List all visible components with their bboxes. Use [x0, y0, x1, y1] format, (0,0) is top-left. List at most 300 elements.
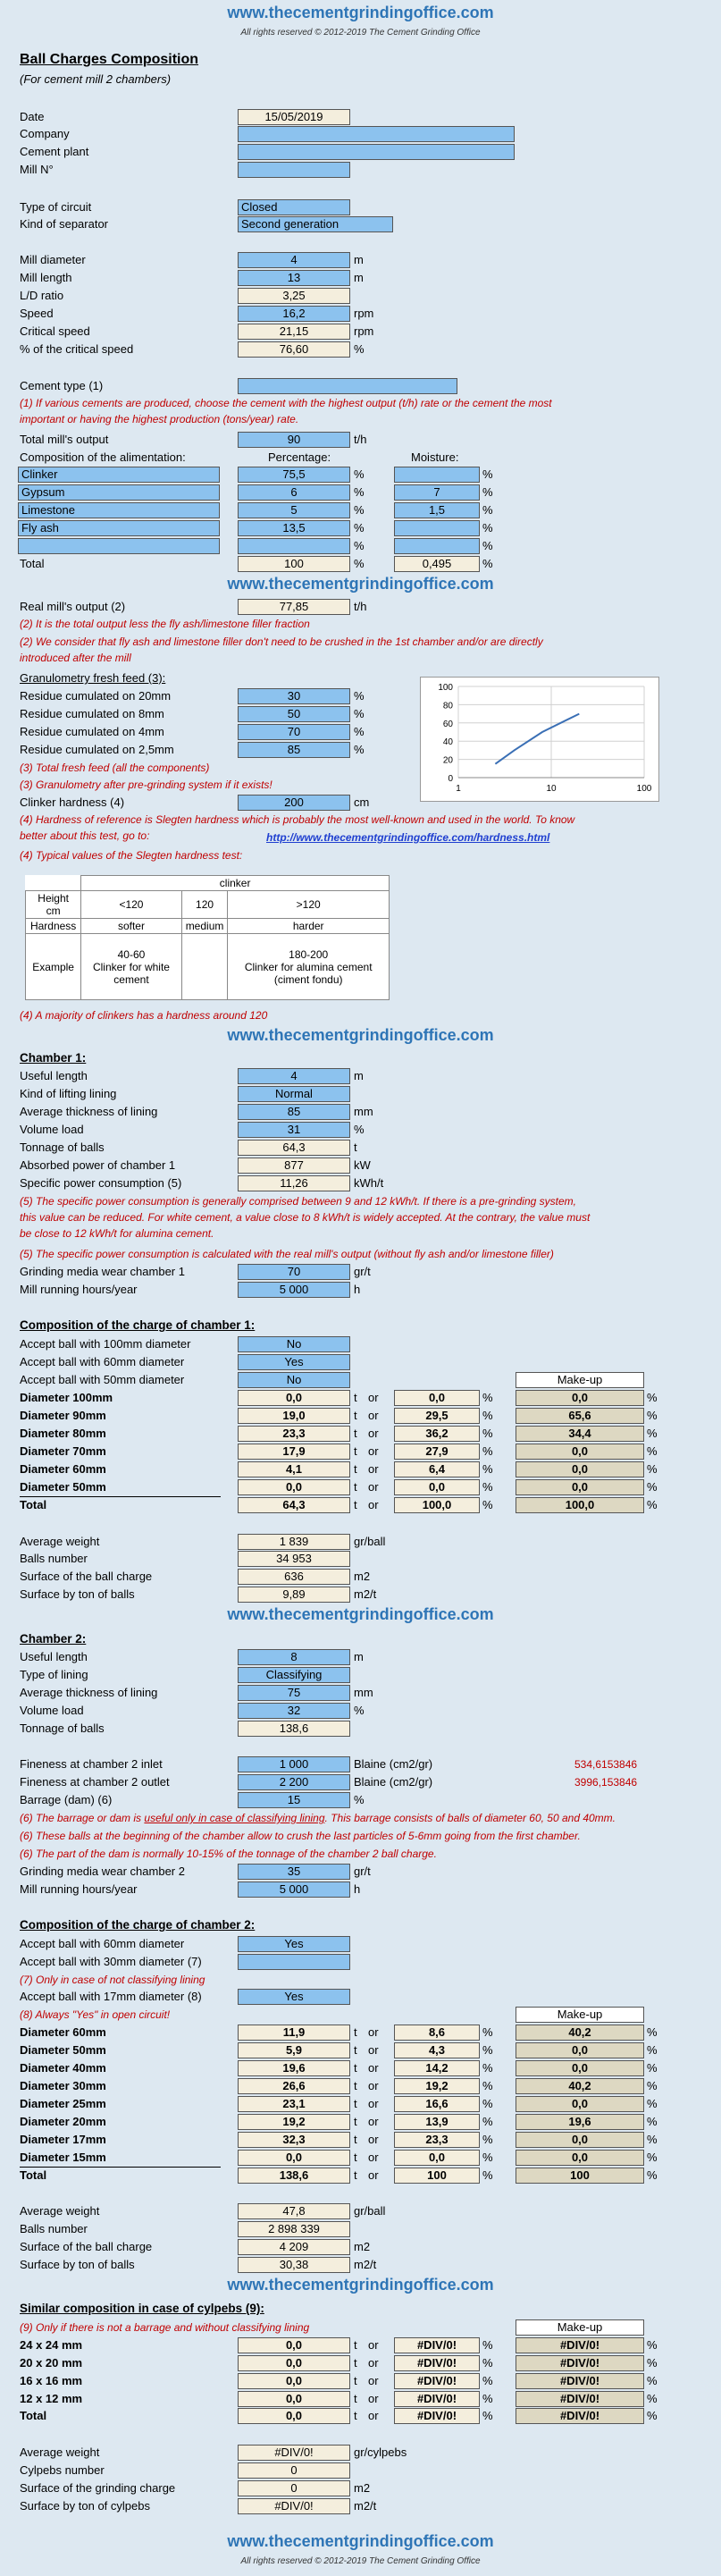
unit: %: [482, 1498, 493, 1511]
ch2-hours-label: Mill running hours/year: [20, 1882, 138, 1896]
note-2b: (2) We consider that fly ash and limestone filler don't need to be crushed in the 1st chamber and/or are directly introduced after the mill: [20, 636, 543, 664]
c2-balls-label: Balls number: [20, 2222, 88, 2235]
component-percentage[interactable]: 5: [238, 502, 350, 518]
unit: %: [482, 2356, 493, 2370]
unit: %: [647, 1480, 658, 1494]
critical-pct-label: % of the critical speed: [20, 342, 134, 356]
cyl-percent: #DIV/0!: [394, 2355, 480, 2371]
unit: %: [354, 557, 365, 570]
note-3: (3) Total fresh feed (all the components): [20, 762, 210, 774]
hardness-cell: 40-60: [117, 947, 146, 961]
unit: %: [482, 2338, 493, 2352]
unit: t: [354, 2374, 357, 2387]
c1-diameter-label: Diameter 90mm: [20, 1409, 106, 1422]
cyl-makeup-header: Make-up: [516, 2319, 644, 2336]
unit: %: [647, 2151, 658, 2164]
unit: t: [354, 1462, 357, 1476]
component-percentage[interactable]: 13,5: [238, 520, 350, 536]
c2comp-title: Composition of the charge of chamber 2:: [20, 1918, 256, 1932]
c2-tons: 11,9: [238, 2025, 350, 2041]
company-field[interactable]: [238, 126, 515, 142]
total-label: Total: [20, 557, 45, 570]
c1-accept100-field[interactable]: No: [238, 1336, 350, 1352]
hardness-cell: <120: [81, 891, 181, 919]
circuit-label: Type of circuit: [20, 200, 92, 214]
c1-total-tons: 64,3: [238, 1497, 350, 1513]
c2-makeup: 0,0: [516, 2132, 644, 2148]
ch1-volume-label: Volume load: [20, 1123, 84, 1136]
unit: t: [354, 1141, 357, 1154]
note-6d: (6) The part of the dam is normally 10-15% of the tonnage of the chamber 2 ball charge.: [20, 1848, 437, 1860]
unit: m: [354, 1069, 364, 1082]
cyl-number-label: Cylpebs number: [20, 2463, 105, 2477]
ch1-tonnage-value: 64,3: [238, 1140, 350, 1156]
component-percentage[interactable]: [238, 538, 350, 554]
c2-diameter-label: Diameter 20mm: [20, 2115, 106, 2128]
or-label: or: [368, 1444, 379, 1458]
unit: rpm: [354, 307, 374, 320]
unit: %: [482, 557, 493, 570]
c2-makeup: 0,0: [516, 2096, 644, 2112]
output-field[interactable]: 90: [238, 432, 350, 448]
date-label: Date: [20, 110, 45, 123]
copyright: All rights reserved © 2012-2019 The Cement Grinding Office: [240, 28, 481, 38]
chamber2-title: Chamber 2:: [20, 1632, 87, 1646]
component-percentage[interactable]: 75,5: [238, 467, 350, 483]
chart-y-tick-label: 40: [442, 737, 453, 748]
c2-percent: 0,0: [394, 2150, 480, 2166]
c1-tons: 23,3: [238, 1426, 350, 1442]
c2-makeup: 19,6: [516, 2114, 644, 2130]
c2-makeup: 0,0: [516, 2042, 644, 2058]
ch2-fineness-out-label: Fineness at chamber 2 outlet: [20, 1775, 170, 1789]
ch2-lining-label: Type of lining: [20, 1668, 88, 1681]
cyl-makeup: #DIV/0!: [516, 2391, 644, 2407]
component-name[interactable]: Fly ash: [18, 520, 220, 536]
unit: m: [354, 1650, 364, 1663]
unit: %: [647, 1444, 658, 1458]
c1-balls: 34 953: [238, 1551, 350, 1567]
c1-tons: 0,0: [238, 1390, 350, 1406]
unit: t: [354, 1427, 357, 1440]
site-banner[interactable]: www.thecementgrindingoffice.com: [227, 2276, 494, 2294]
mill-label: Mill N°: [20, 163, 54, 176]
unit: %: [482, 2025, 493, 2039]
cyl-surface-label: Surface of the grinding charge: [20, 2481, 176, 2495]
ch2-length-label: Useful length: [20, 1650, 88, 1663]
ch1-volume-field[interactable]: 31: [238, 1122, 350, 1138]
c1-surface: 636: [238, 1569, 350, 1585]
c2-percent: 14,2: [394, 2060, 480, 2076]
c1-accept100-label: Accept ball with 100mm diameter: [20, 1337, 191, 1351]
component-name[interactable]: [18, 538, 220, 554]
unit: %: [354, 1704, 365, 1717]
hardness-cell: softer: [81, 919, 181, 934]
or-label: or: [368, 1462, 379, 1476]
residue-4-label: Residue cumulated on 4mm: [20, 725, 164, 738]
c2-surface-ton-label: Surface by ton of balls: [20, 2258, 135, 2271]
or-label: or: [368, 2043, 379, 2057]
ch2-volume-field[interactable]: 32: [238, 1703, 350, 1719]
unit: %: [647, 2025, 658, 2039]
unit: %: [647, 1462, 658, 1476]
unit: t/h: [354, 600, 367, 613]
or-label: or: [368, 1427, 379, 1440]
c1-accept50-field[interactable]: No: [238, 1372, 350, 1388]
separator-field[interactable]: Second generation: [238, 216, 393, 232]
output-label: Total mill's output: [20, 433, 109, 446]
or-label: or: [368, 1480, 379, 1494]
hardness-cell: Height cm: [26, 891, 81, 919]
real-output-value: 77,85: [238, 599, 350, 615]
c2-diameter-label: Diameter 60mm: [20, 2025, 106, 2039]
ch2-tonnage-label: Tonnage of balls: [20, 1722, 105, 1735]
cyl-total-tons: 0,0: [238, 2408, 350, 2424]
site-banner[interactable]: www.thecementgrindingoffice.com: [227, 2532, 494, 2550]
or-label: or: [368, 1409, 379, 1422]
unit: m2/t: [354, 1587, 377, 1601]
unit: gr/ball: [354, 1535, 386, 1548]
c1-diameter-label: Diameter 100mm: [20, 1391, 113, 1404]
c2-accept60-field[interactable]: Yes: [238, 1936, 350, 1952]
page-subtitle: (For cement mill 2 chambers): [20, 72, 172, 86]
or-label: or: [368, 1391, 379, 1404]
clinker-hardness-field[interactable]: 200: [238, 795, 350, 811]
component-moisture[interactable]: 7: [394, 484, 480, 501]
unit: %: [482, 2115, 493, 2128]
unit: t: [354, 1498, 357, 1511]
c1-surface-ton-label: Surface by ton of balls: [20, 1587, 135, 1601]
moisture-header: Moisture:: [411, 450, 459, 464]
or-label: or: [368, 2392, 379, 2405]
c1-tons: 17,9: [238, 1444, 350, 1460]
or-label: or: [368, 2409, 379, 2422]
unit: %: [482, 1462, 493, 1476]
c1-total-label: Total: [20, 1498, 47, 1511]
unit: gr/cylpebs: [354, 2446, 407, 2459]
hardness-cell: harder: [228, 919, 390, 934]
unit: t: [354, 2097, 357, 2110]
cyl-number: 0: [238, 2462, 350, 2479]
residue-20-field[interactable]: 30: [238, 688, 350, 704]
c1-total-divider: [20, 1496, 221, 1497]
unit: %: [482, 2061, 493, 2075]
unit: h: [354, 1283, 361, 1296]
chart-y-tick-label: 60: [442, 719, 453, 729]
ch2-thickness-label: Average thickness of lining: [20, 1686, 158, 1699]
c1-diameter-label: Diameter 50mm: [20, 1480, 106, 1494]
ch2-fineness-in-label: Fineness at chamber 2 inlet: [20, 1757, 163, 1771]
c1-percent: 27,9: [394, 1444, 480, 1460]
critical-speed-label: Critical speed: [20, 324, 90, 338]
component-name[interactable]: Clinker: [18, 467, 220, 483]
plant-label: Cement plant: [20, 145, 89, 158]
c1-diameter-label: Diameter 60mm: [20, 1462, 106, 1476]
granulometry-title: Granulometry fresh feed (3):: [20, 671, 166, 685]
c1-total-makeup: 100,0: [516, 1497, 644, 1513]
company-label: Company: [20, 127, 70, 140]
unit: t: [354, 2133, 357, 2146]
unit: %: [482, 503, 493, 517]
critical-speed-value: 21,15: [238, 324, 350, 340]
or-label: or: [368, 2151, 379, 2164]
unit: t/h: [354, 433, 367, 446]
c1-avg-weight: 1 839: [238, 1534, 350, 1550]
component-percentage[interactable]: 6: [238, 484, 350, 501]
ld-label: L/D ratio: [20, 289, 64, 302]
granulometry-chart: [420, 677, 659, 802]
note-5: (5) The specific power consumption is generally comprised between 9 and 12 kWh/t. If there is a pre-grinding system, this value can be reduced. For white cement, a value close to 8 kWh/t is widely accepted. At the contrary, the value must be close to 12 kWh/t for alumina cement.: [20, 1195, 591, 1240]
unit: m: [354, 253, 364, 266]
c2-surface-label: Surface of the ball charge: [20, 2240, 153, 2253]
unit: t: [354, 2392, 357, 2405]
unit: %: [647, 1427, 658, 1440]
unit: %: [647, 2133, 658, 2146]
or-label: or: [368, 1498, 379, 1511]
unit: t: [354, 1444, 357, 1458]
unit: %: [647, 2356, 658, 2370]
unit: %: [354, 743, 365, 756]
hardness-cell: medium: [181, 919, 228, 934]
c2-surface: 4 209: [238, 2239, 350, 2255]
unit: m2: [354, 2240, 371, 2253]
ch1-wear-label: Grinding media wear chamber 1: [20, 1265, 185, 1278]
length-field[interactable]: 13: [238, 270, 350, 286]
hardness-cell: Hardness: [26, 919, 81, 934]
unit: %: [647, 2097, 658, 2110]
ch2-hours-field[interactable]: 5 000: [238, 1881, 350, 1898]
note-6: [20, 1810, 645, 1826]
c2-accept30-field[interactable]: [238, 1954, 350, 1970]
ch2-fineness-out-calc: 3996,153846: [574, 1776, 638, 1789]
unit: %: [354, 485, 365, 499]
note-6-part: . This barrage consists of balls of diameter 60, 50 and 40mm.: [324, 1812, 616, 1824]
site-banner[interactable]: www.thecementgrindingoffice.com: [227, 1605, 494, 1623]
ch1-length-field[interactable]: 4: [238, 1068, 350, 1084]
copyright: All rights reserved © 2012-2019 The Cement Grinding Office: [240, 2556, 481, 2566]
unit: %: [647, 1391, 658, 1404]
ch1-power-value: 877: [238, 1158, 350, 1174]
cyl-surface-ton: #DIV/0!: [238, 2498, 350, 2514]
unit: %: [354, 1793, 365, 1806]
unit: %: [482, 2079, 493, 2092]
unit: %: [647, 2392, 658, 2405]
unit: t: [354, 2079, 357, 2092]
c2-total-label: Total: [20, 2168, 47, 2182]
unit: h: [354, 1882, 361, 1896]
unit: gr/ball: [354, 2204, 386, 2218]
ch1-wear-field[interactable]: 70: [238, 1264, 350, 1280]
ch1-lifting-field[interactable]: Normal: [238, 1086, 350, 1102]
ch2-fineness-in-calc: 534,6153846: [574, 1758, 638, 1771]
date-field[interactable]: 15/05/2019: [238, 109, 350, 125]
unit: t: [354, 2168, 357, 2182]
component-moisture[interactable]: 1,5: [394, 502, 480, 518]
chart-x-tick-label: 1: [456, 784, 461, 794]
site-banner[interactable]: www.thecementgrindingoffice.com: [227, 1026, 494, 1044]
c2-total-makeup: 100: [516, 2168, 644, 2184]
unit: %: [354, 707, 365, 720]
ch2-barrage-field[interactable]: 15: [238, 1792, 350, 1808]
c2-percent: 19,2: [394, 2078, 480, 2094]
unit: t: [354, 2115, 357, 2128]
c1-accept50-label: Accept ball with 50mm diameter: [20, 1373, 185, 1386]
cyl-surface: 0: [238, 2480, 350, 2496]
unit: %: [647, 2168, 658, 2182]
unit: %: [482, 485, 493, 499]
c1-accept60-field[interactable]: Yes: [238, 1354, 350, 1370]
page-title: Ball Charges Composition: [20, 52, 199, 67]
c2-accept17-label: Accept ball with 17mm diameter (8): [20, 1990, 202, 2003]
unit: m2: [354, 2481, 371, 2495]
ld-value: 3,25: [238, 288, 350, 304]
unit: kW: [354, 1158, 371, 1172]
residue-20-label: Residue cumulated on 20mm: [20, 689, 172, 703]
unit: m2/t: [354, 2499, 377, 2513]
c2-total-divider: [20, 2167, 221, 2168]
residue-8-label: Residue cumulated on 8mm: [20, 707, 164, 720]
ch1-spc-label: Specific power consumption (5): [20, 1176, 182, 1190]
unit: t: [354, 2025, 357, 2039]
c1-makeup-header: Make-up: [516, 1372, 644, 1388]
chart-series-line: [495, 714, 579, 764]
hardness-table-header: clinker: [81, 876, 390, 891]
note-5b: (5) The specific power consumption is calculated with the real mill's output (without fly ash and/or limestone filler): [20, 1248, 554, 1260]
unit: %: [482, 539, 493, 552]
c1-avg-weight-label: Average weight: [20, 1535, 100, 1548]
cyl-diameter-label: 12 x 12 mm: [20, 2392, 83, 2405]
c2-tons: 23,1: [238, 2096, 350, 2112]
c2-accept17-field[interactable]: Yes: [238, 1989, 350, 2005]
length-label: Mill length: [20, 271, 72, 284]
note-7: (7) Only in case of not classifying lining: [20, 1974, 205, 1986]
unit: Blaine (cm2/gr): [354, 1757, 433, 1771]
site-banner[interactable]: www.thecementgrindingoffice.com: [227, 4, 494, 21]
note-2: (2) It is the total output less the fly ash/limestone filler fraction: [20, 618, 310, 630]
unit: %: [482, 2133, 493, 2146]
ch2-wear-field[interactable]: 35: [238, 1864, 350, 1880]
unit: %: [354, 539, 365, 552]
c2-diameter-label: Diameter 17mm: [20, 2133, 106, 2146]
hardness-cell: Clinker for white cement: [92, 960, 170, 986]
residue-25-label: Residue cumulated on 2,5mm: [20, 743, 174, 756]
unit: t: [354, 2043, 357, 2057]
component-name[interactable]: Limestone: [18, 502, 220, 518]
unit: %: [647, 1409, 658, 1422]
c2-balls: 2 898 339: [238, 2221, 350, 2237]
separator-label: Kind of separator: [20, 217, 109, 231]
cyl-total-makeup: #DIV/0!: [516, 2408, 644, 2424]
c1-balls-label: Balls number: [20, 1552, 88, 1565]
residue-25-field[interactable]: 85: [238, 742, 350, 758]
or-label: or: [368, 2168, 379, 2182]
component-moisture[interactable]: [394, 538, 480, 554]
cyl-diameter-label: 24 x 24 mm: [20, 2338, 83, 2352]
circuit-field[interactable]: Closed: [238, 199, 350, 215]
ch1-thickness-label: Average thickness of lining: [20, 1105, 158, 1118]
chamber1-title: Chamber 1:: [20, 1051, 87, 1065]
component-name[interactable]: Gypsum: [18, 484, 220, 501]
unit: %: [647, 2061, 658, 2075]
unit: %: [482, 521, 493, 535]
ch1-thickness-field[interactable]: 85: [238, 1104, 350, 1120]
hardness-cell: 180-200: [289, 947, 329, 961]
cylpebs-title: Similar composition in case of cylpebs (9):: [20, 2302, 264, 2315]
unit: %: [482, 467, 493, 481]
ch1-length-label: Useful length: [20, 1069, 88, 1082]
mill-field[interactable]: [238, 162, 350, 178]
c1-tons: 4,1: [238, 1461, 350, 1477]
c2-avg-weight: 47,8: [238, 2203, 350, 2219]
hardness-link[interactable]: http://www.thecementgrindingoffice.com/hardness.html: [266, 831, 550, 844]
unit: gr/t: [354, 1265, 371, 1278]
unit: t: [354, 1391, 357, 1404]
diameter-field[interactable]: 4: [238, 252, 350, 268]
ch1-hours-field[interactable]: 5 000: [238, 1282, 350, 1298]
c2-accept30-label: Accept ball with 30mm diameter (7): [20, 1955, 202, 1968]
ch2-lining-field[interactable]: Classifying: [238, 1667, 350, 1683]
note-4b: (4) Typical values of the Slegten hardness test:: [20, 849, 243, 862]
cyl-tons: 0,0: [238, 2391, 350, 2407]
ch2-fineness-in-field[interactable]: 1 000: [238, 1756, 350, 1772]
ch2-thickness-field[interactable]: 75: [238, 1685, 350, 1701]
speed-label: Speed: [20, 307, 54, 320]
c2-total-pct: 100: [394, 2168, 480, 2184]
note-6-emphasis: useful only in case of classifying lining: [144, 1812, 325, 1824]
hardness-cell: 120: [181, 891, 228, 919]
hardness-example-hard: [228, 934, 390, 1000]
c2-makeup: 0,0: [516, 2060, 644, 2076]
c1-percent: 0,0: [394, 1390, 480, 1406]
c1-surface-label: Surface of the ball charge: [20, 1570, 153, 1583]
component-moisture[interactable]: [394, 467, 480, 483]
or-label: or: [368, 2079, 379, 2092]
ch2-barrage-label: Barrage (dam) (6): [20, 1793, 113, 1806]
site-banner[interactable]: www.thecementgrindingoffice.com: [227, 575, 494, 593]
unit: %: [354, 342, 365, 356]
residue-4-field[interactable]: 70: [238, 724, 350, 740]
c2-tons: 5,9: [238, 2042, 350, 2058]
cement-type-field[interactable]: [238, 378, 457, 394]
unit: %: [354, 467, 365, 481]
ch2-wear-label: Grinding media wear chamber 2: [20, 1865, 185, 1878]
c2-tons: 19,6: [238, 2060, 350, 2076]
c2-percent: 23,3: [394, 2132, 480, 2148]
c2-tons: 19,2: [238, 2114, 350, 2130]
cement-type-label: Cement type (1): [20, 379, 104, 392]
ch2-fineness-out-field[interactable]: 2 200: [238, 1774, 350, 1790]
ch2-length-field[interactable]: 8: [238, 1649, 350, 1665]
chart-x-tick-label: 100: [636, 784, 652, 794]
c2-percent: 8,6: [394, 2025, 480, 2041]
real-output-label: Real mill's output (2): [20, 600, 126, 613]
residue-8-field[interactable]: 50: [238, 706, 350, 722]
c1-tons: 19,0: [238, 1408, 350, 1424]
unit: %: [354, 521, 365, 535]
cyl-tons: 0,0: [238, 2373, 350, 2389]
c2-surface-ton: 30,38: [238, 2257, 350, 2273]
c1-percent: 29,5: [394, 1408, 480, 1424]
c2-makeup-header: Make-up: [516, 2007, 644, 2023]
c1-percent: 6,4: [394, 1461, 480, 1477]
hardness-table: [25, 875, 390, 1000]
plant-field[interactable]: [238, 144, 515, 160]
unit: t: [354, 1480, 357, 1494]
component-moisture[interactable]: [394, 520, 480, 536]
hardness-cell: Clinker for alumina cement (ciment fondu): [244, 960, 373, 986]
chart-y-tick-label: 100: [438, 683, 453, 693]
speed-field[interactable]: 16,2: [238, 306, 350, 322]
